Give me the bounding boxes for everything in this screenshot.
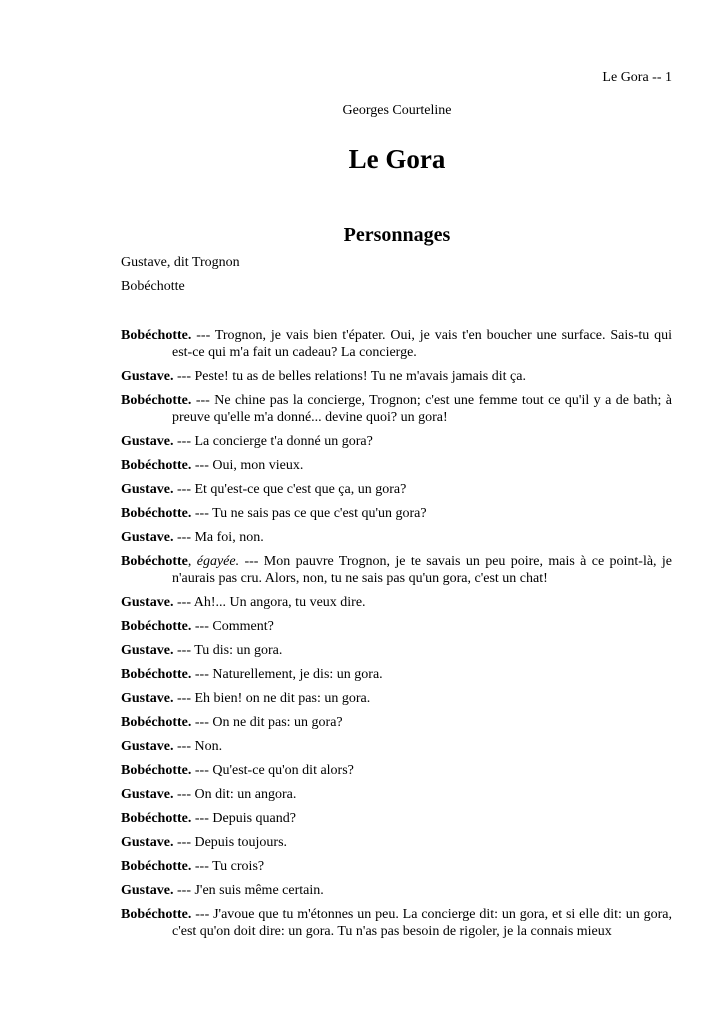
speaker-name: Bobéchotte. <box>121 667 192 682</box>
speaker-name: Gustave. <box>121 691 174 706</box>
speaker-name: Gustave. <box>121 643 174 658</box>
speaker-name: Gustave. <box>121 595 174 610</box>
stage-direction: égayée. <box>196 554 240 569</box>
dialogue-line <box>121 642 672 659</box>
dialogue-line <box>121 457 672 474</box>
speaker-name: Gustave. <box>121 482 174 497</box>
play-title: Le Gora <box>348 144 446 174</box>
speaker-name: Gustave. <box>121 369 174 384</box>
character-list <box>121 255 681 303</box>
dialogue-text: --- Et qu'est-ce que c'est que ça, un gora? <box>173 482 407 497</box>
dialogue-text: --- Qu'est-ce qu'on dit alors? <box>191 763 354 778</box>
dialogue-text: --- Tu ne sais pas ce que c'est qu'un gora? <box>191 506 427 521</box>
dialogue-line <box>121 618 672 635</box>
speaker-name: Bobéchotte. <box>121 715 192 730</box>
section-title: Personnages <box>343 224 451 246</box>
dialogue-text: --- Mon pauvre Trognon, je te savais un peu poire, mais à ce point-là, je n'aurais pas cru. Alors, non, tu ne sais pas qu'un gora, c'est un chat! <box>172 554 673 586</box>
dialogue-line <box>121 714 672 731</box>
dialogue-text: --- Eh bien! on ne dit pas: un gora. <box>173 691 371 706</box>
dialogue-line <box>121 810 672 827</box>
dialogue-text: --- Ah!... Un angora, tu veux dire. <box>173 595 366 610</box>
dialogue-line <box>121 858 672 875</box>
dialogue-line <box>121 529 672 546</box>
dialogue-text: --- Comment? <box>191 619 274 634</box>
dialogue-text: --- Naturellement, je dis: un gora. <box>191 667 383 682</box>
dialogue-line <box>121 762 672 779</box>
dialogue-line <box>121 368 672 385</box>
dialogue-text: --- Depuis toujours. <box>173 835 288 850</box>
dialogue-text: --- Trognon, je vais bien t'épater. Oui, je vais t'en boucher une surface. Sais-tu qui est-ce qui m'a fait un cadeau? La concierge. <box>172 328 672 360</box>
dialogue-line <box>121 786 672 803</box>
speaker-separator: , <box>187 554 197 569</box>
dialogue-text: --- J'avoue que tu m'étonnes un peu. La concierge dit: un gora, et si elle dit: un gora, c'est qu'on doit dire: un gora. Tu n'as pas besoin de rigoler, je la connais mieux <box>172 907 672 939</box>
speaker-name: Bobéchotte. <box>121 907 192 922</box>
character-entry: Bobéchotte <box>121 279 185 294</box>
speaker-name: Bobéchotte. <box>121 328 192 343</box>
dialogue-text: --- Oui, mon vieux. <box>191 458 304 473</box>
dialogue-text: --- Tu crois? <box>191 859 265 874</box>
dialogue-text: --- Ne chine pas la concierge, Trognon; c'est une femme tout ce qu'il y a de bath; à preuve qu'elle m'a donné... devine quoi? un gora! <box>172 393 672 425</box>
speaker-name: Bobéchotte. <box>121 458 192 473</box>
speaker-name: Gustave. <box>121 835 174 850</box>
dialogue-line <box>121 327 672 361</box>
dialogue-text: --- Tu dis: un gora. <box>173 643 283 658</box>
speaker-name: Bobéchotte. <box>121 619 192 634</box>
dialogue <box>121 327 672 947</box>
dialogue-line <box>121 738 672 755</box>
speaker-name: Gustave. <box>121 530 174 545</box>
speaker-name: Bobéchotte. <box>121 859 192 874</box>
dialogue-line <box>121 553 672 587</box>
speaker-name: Bobéchotte. <box>121 763 192 778</box>
dialogue-text: --- J'en suis même certain. <box>173 883 324 898</box>
dialogue-text: --- On ne dit pas: un gora? <box>191 715 343 730</box>
speaker-name: Bobéchotte. <box>121 506 192 521</box>
dialogue-text: --- Depuis quand? <box>191 811 296 826</box>
dialogue-line <box>121 906 672 940</box>
dialogue-line <box>121 666 672 683</box>
author-name: Georges Courteline <box>342 103 452 118</box>
dialogue-line <box>121 392 672 426</box>
dialogue-text: --- Ma foi, non. <box>173 530 264 545</box>
dialogue-text: --- Peste! tu as de belles relations! Tu ne m'avais jamais dit ça. <box>173 369 526 384</box>
dialogue-text: --- La concierge t'a donné un gora? <box>173 434 373 449</box>
speaker-name: Bobéchotte <box>121 554 188 569</box>
speaker-name: Bobéchotte. <box>121 393 192 408</box>
speaker-name: Gustave. <box>121 739 174 754</box>
speaker-name: Gustave. <box>121 787 174 802</box>
dialogue-line <box>121 433 672 450</box>
dialogue-line <box>121 505 672 522</box>
speaker-name: Gustave. <box>121 883 174 898</box>
character-entry: Gustave, dit Trognon <box>121 255 240 270</box>
speaker-name: Gustave. <box>121 434 174 449</box>
speaker-name: Bobéchotte. <box>121 811 192 826</box>
dialogue-text: --- On dit: un angora. <box>173 787 297 802</box>
dialogue-line <box>121 690 672 707</box>
dialogue-line <box>121 594 672 611</box>
dialogue-line <box>121 834 672 851</box>
dialogue-text: --- Non. <box>173 739 223 754</box>
running-header: Le Gora -- 1 <box>602 70 672 85</box>
dialogue-line <box>121 481 672 498</box>
dialogue-line <box>121 882 672 899</box>
